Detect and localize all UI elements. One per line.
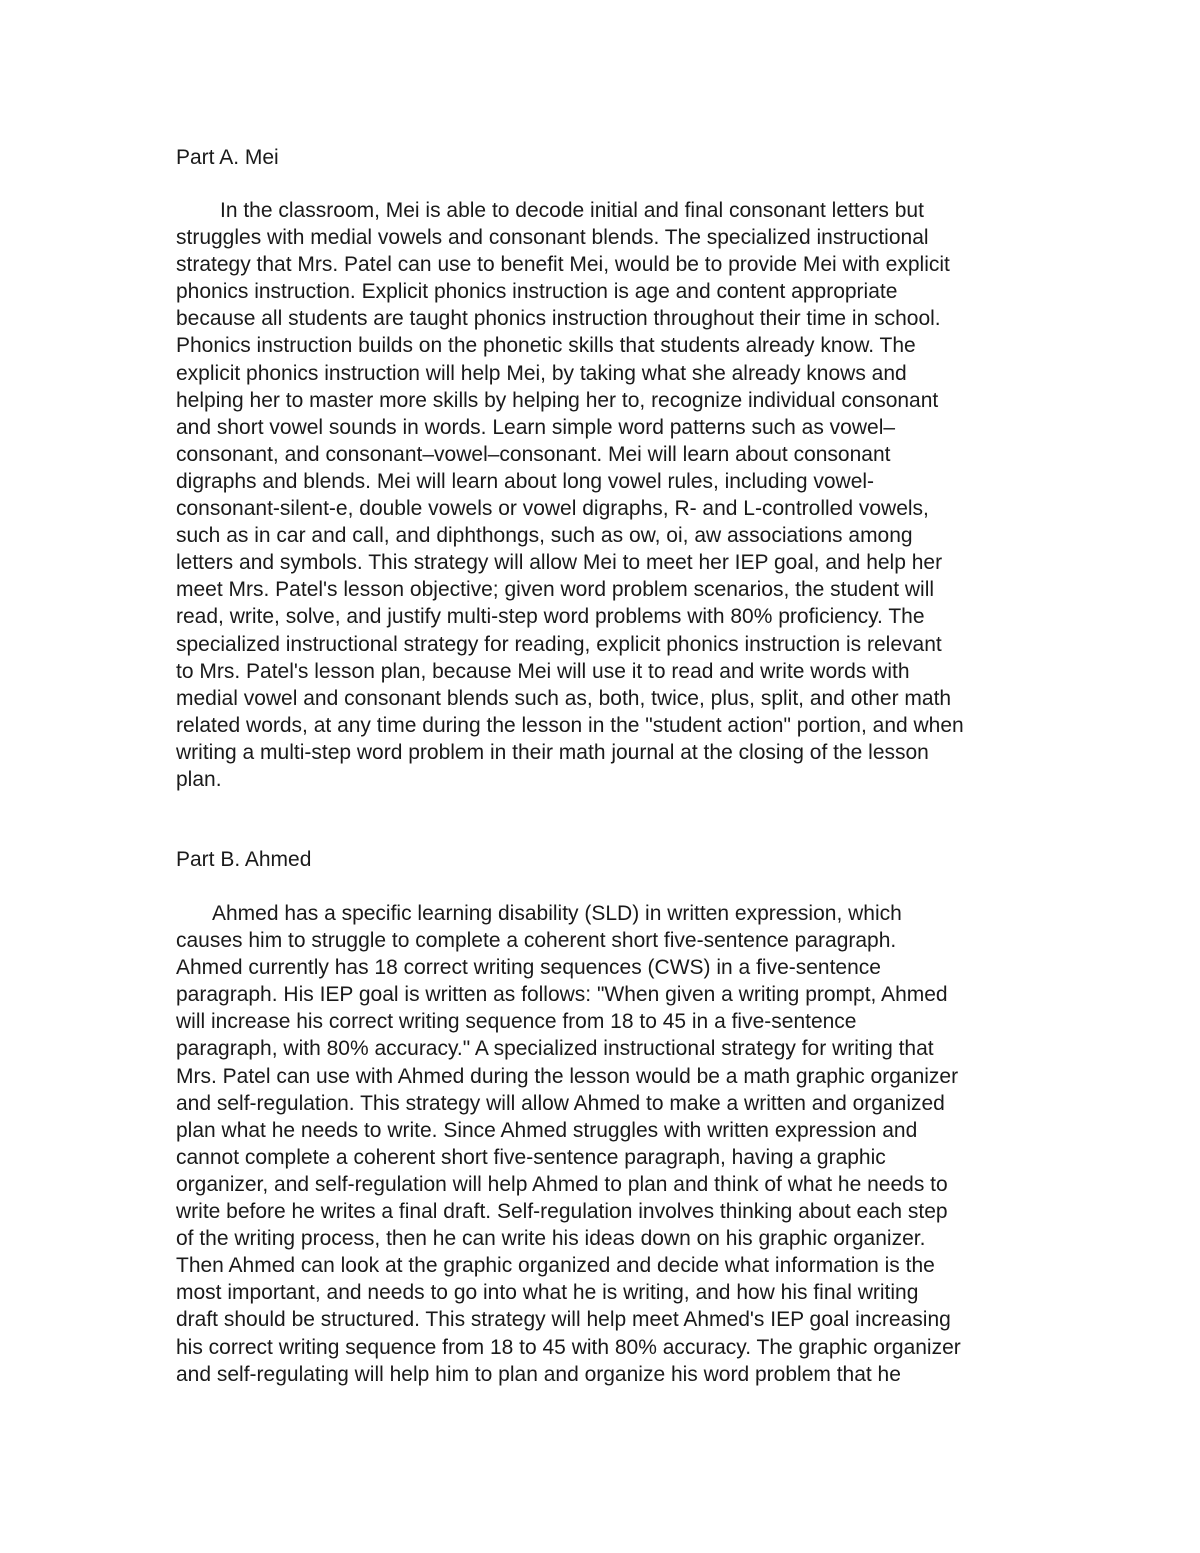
paragraph-line: write before he writes a final draft. Self-regulation involves thinking about each step — [176, 1200, 948, 1224]
paragraph-line: to Mrs. Patel's lesson plan, because Mei will use it to read and write words with — [176, 659, 910, 683]
paragraph-line: of the writing process, then he can write his ideas down on his graphic organizer. — [176, 1227, 926, 1251]
paragraph-line: plan. — [176, 767, 222, 791]
paragraph-line: such as in car and call, and diphthongs, such as ow, oi, aw associations among — [176, 524, 913, 548]
paragraph-line: and self-regulation. This strategy will allow Ahmed to make a written and organized — [176, 1091, 945, 1115]
paragraph-line: writing a multi-step word problem in their math journal at the closing of the lesson — [176, 740, 929, 764]
part-b-paragraph — [176, 900, 961, 1388]
part-a-paragraph — [176, 197, 964, 793]
paragraph-line: strategy that Mrs. Patel can use to benefit Mei, would be to provide Mei with explicit — [176, 253, 950, 277]
paragraph-line: medial vowel and consonant blends such as, both, twice, plus, split, and other math — [176, 686, 952, 710]
paragraph-line: Then Ahmed can look at the graphic organized and decide what information is the — [176, 1254, 935, 1278]
paragraph-line: meet Mrs. Patel's lesson objective; given word problem scenarios, the student will — [176, 578, 935, 602]
paragraph-line: digraphs and blends. Mei will learn about long vowel rules, including vowel- — [176, 469, 875, 493]
paragraph-line: and self-regulating will help him to plan and organize his word problem that he — [176, 1362, 901, 1386]
paragraph-line: Mrs. Patel can use with Ahmed during the lesson would be a math graphic organizer — [176, 1064, 959, 1088]
paragraph-line: letters and symbols. This strategy will allow Mei to meet her IEP goal, and help her — [176, 551, 943, 575]
paragraph-line: will increase his correct writing sequence from 18 to 45 in a five-sentence — [176, 1010, 857, 1034]
paragraph-line: draft should be structured. This strategy will help meet Ahmed's IEP goal increasing — [176, 1308, 951, 1332]
paragraph-line: his correct writing sequence from 18 to 45 with 80% accuracy. The graphic organizer — [176, 1335, 961, 1359]
part-a-heading: Part A. Mei — [176, 146, 279, 169]
paragraph-line: Ahmed currently has 18 correct writing sequences (CWS) in a five-sentence — [176, 956, 881, 980]
paragraph-line: explicit phonics instruction will help Mei, by taking what she already knows and — [176, 361, 907, 385]
paragraph-line: Phonics instruction builds on the phonetic skills that students already know. The — [176, 334, 916, 358]
paragraph-line: and short vowel sounds in words. Learn simple word patterns such as vowel– — [176, 415, 896, 439]
paragraph-line: organizer, and self-regulation will help Ahmed to plan and think of what he needs to — [176, 1172, 948, 1196]
paragraph-line: causes him to struggle to complete a coherent short five-sentence paragraph. — [176, 929, 897, 953]
paragraph-line: In the classroom, Mei is able to decode initial and final consonant letters but — [220, 199, 924, 222]
paragraph-line: helping her to master more skills by helping her to, recognize individual consonant — [176, 388, 939, 412]
paragraph-line: plan what he needs to write. Since Ahmed struggles with written expression and — [176, 1118, 918, 1142]
paragraph-line: consonant-silent-e, double vowels or vowel digraphs, R- and L-controlled vowels, — [176, 497, 929, 521]
paragraph-line: paragraph. His IEP goal is written as follows: "When given a writing prompt, Ahmed — [176, 983, 948, 1007]
paragraph-line: struggles with medial vowels and consonant blends. The specialized instructional — [176, 226, 929, 250]
paragraph-line: paragraph, with 80% accuracy." A specialized instructional strategy for writing that — [176, 1037, 934, 1061]
paragraph-line: read, write, solve, and justify multi-step word problems with 80% proficiency. The — [176, 605, 925, 629]
paragraph-line: phonics instruction. Explicit phonics instruction is age and content appropriate — [176, 280, 898, 304]
part-b-heading: Part B. Ahmed — [176, 848, 312, 871]
paragraph-line: specialized instructional strategy for reading, explicit phonics instruction is relevant — [176, 632, 942, 656]
paragraph-line: because all students are taught phonics instruction throughout their time in school. — [176, 307, 941, 331]
paragraph-line: consonant, and consonant–vowel–consonant. Mei will learn about consonant — [176, 442, 891, 466]
paragraph-line: related words, at any time during the lesson in the "student action" portion, and when — [176, 713, 964, 737]
paragraph-line: Ahmed has a specific learning disability (SLD) in written expression, which — [212, 902, 902, 925]
paragraph-line: cannot complete a coherent short five-sentence paragraph, having a graphic — [176, 1145, 886, 1169]
paragraph-line: most important, and needs to go into what he is writing, and how his final writing — [176, 1281, 919, 1305]
